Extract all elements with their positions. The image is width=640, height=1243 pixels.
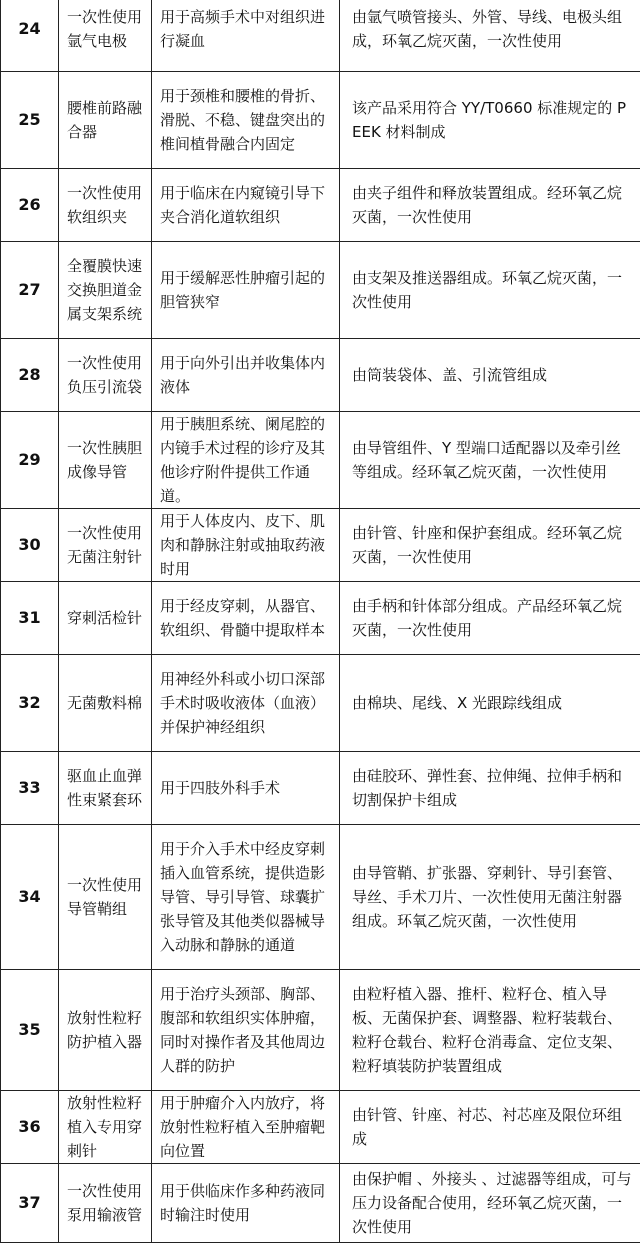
row-number: 31 — [1, 582, 59, 655]
structure-description: 由手柄和针体部分组成。产品经环氧乙烷灭菌，一次性使用 — [340, 582, 640, 655]
intended-use: 用于胰胆系统、阑尾腔的内镜手术过程的诊疗及其他诊疗附件提供工作通道。 — [152, 412, 340, 509]
product-name: 一次性使用无菌注射针 — [59, 509, 152, 582]
structure-description: 由硅胶环、弹性套、拉伸绳、拉伸手柄和切割保护卡组成 — [340, 752, 640, 825]
intended-use: 用于四肢外科手术 — [152, 752, 340, 825]
table-row — [1, 169, 640, 242]
row-number: 34 — [1, 825, 59, 970]
product-name: 一次性使用氩气电极 — [59, 0, 152, 72]
row-number: 24 — [1, 0, 59, 72]
row-number: 28 — [1, 339, 59, 412]
product-name: 一次性使用泵用输液管 — [59, 1164, 152, 1243]
product-name: 一次性使用导管鞘组 — [59, 825, 152, 970]
intended-use: 用于经皮穿刺，从器官、软组织、骨髓中提取样本 — [152, 582, 340, 655]
structure-description: 由导管鞘、扩张器、穿刺针、导引套管、导丝、手术刀片、一次性使用无菌注射器组成。环氧乙烷灭菌，一次性使用 — [340, 825, 640, 970]
structure-description: 由针管、针座和保护套组成。经环氧乙烷灭菌，一次性使用 — [340, 509, 640, 582]
product-name: 放射性粒籽防护植入器 — [59, 970, 152, 1091]
product-name: 驱血止血弹性束紧套环 — [59, 752, 152, 825]
row-number: 33 — [1, 752, 59, 825]
row-number: 37 — [1, 1164, 59, 1243]
table-row — [1, 1164, 640, 1243]
intended-use: 用于向外引出并收集体内液体 — [152, 339, 340, 412]
intended-use: 用于人体皮内、皮下、肌肉和静脉注射或抽取药液时用 — [152, 509, 340, 582]
intended-use: 用于缓解恶性肿瘤引起的胆管狭窄 — [152, 242, 340, 339]
table-row — [1, 339, 640, 412]
structure-description: 由夹子组件和释放装置组成。经环氧乙烷灭菌，一次性使用 — [340, 169, 640, 242]
product-name: 一次性胰胆成像导管 — [59, 412, 152, 509]
row-number: 27 — [1, 242, 59, 339]
structure-description: 由筒装袋体、盖、引流管组成 — [340, 339, 640, 412]
product-name: 一次性使用软组织夹 — [59, 169, 152, 242]
table-row — [1, 509, 640, 582]
product-name: 一次性使用负压引流袋 — [59, 339, 152, 412]
row-number: 25 — [1, 72, 59, 169]
table-row — [1, 752, 640, 825]
table-row — [1, 825, 640, 970]
structure-description: 该产品采用符合 YY/T0660 标准规定的 PEEK 材料制成 — [340, 72, 640, 169]
structure-description: 由氩气喷管接头、外管、导线、电极头组成，环氧乙烷灭菌，一次性使用 — [340, 0, 640, 72]
table-row — [1, 242, 640, 339]
intended-use: 用于颈椎和腰椎的骨折、滑脱、不稳、键盘突出的椎间植骨融合内固定 — [152, 72, 340, 169]
table-row — [1, 72, 640, 169]
table-row — [1, 1091, 640, 1164]
intended-use: 用于高频手术中对组织进行凝血 — [152, 0, 340, 72]
intended-use: 用于治疗头颈部、胸部、腹部和软组织实体肿瘤，同时对操作者及其他周边人群的防护 — [152, 970, 340, 1091]
product-name: 放射性粒籽植入专用穿刺针 — [59, 1091, 152, 1164]
row-number: 29 — [1, 412, 59, 509]
structure-description: 由粒籽植入器、推杆、粒籽仓、植入导板、无菌保护套、调整器、粒籽装载台、粒籽仓载台、粒籽仓消毒盒、定位支架、粒籽填装防护装置组成 — [340, 970, 640, 1091]
row-number: 26 — [1, 169, 59, 242]
table-row — [1, 582, 640, 655]
intended-use: 用于临床在内窥镜引导下夹合消化道软组织 — [152, 169, 340, 242]
structure-description: 由支架及推送器组成。环氧乙烷灭菌，一次性使用 — [340, 242, 640, 339]
intended-use: 用神经外科或小切口深部手术时吸收液体（血液）并保护神经组织 — [152, 655, 340, 752]
product-name: 全覆膜快速交换胆道金属支架系统 — [59, 242, 152, 339]
intended-use: 用于供临床作多种药液同时输注时使用 — [152, 1164, 340, 1243]
structure-description: 由保护帽 、外接头 、过滤器等组成，可与压力设备配合使用，经环氧乙烷灭菌，一次性使用 — [340, 1164, 640, 1243]
row-number: 36 — [1, 1091, 59, 1164]
table-row — [1, 970, 640, 1091]
structure-description: 由棉块、尾线、X 光跟踪线组成 — [340, 655, 640, 752]
intended-use: 用于肿瘤介入内放疗，将放射性粒籽植入至肿瘤靶向位置 — [152, 1091, 340, 1164]
table-row — [1, 655, 640, 752]
product-name: 无菌敷料棉 — [59, 655, 152, 752]
intended-use: 用于介入手术中经皮穿刺插入血管系统，提供造影导管、导引导管、球囊扩张导管及其他类似器械导入动脉和静脉的通道 — [152, 825, 340, 970]
product-name: 穿刺活检针 — [59, 582, 152, 655]
product-name: 腰椎前路融合器 — [59, 72, 152, 169]
structure-description: 由导管组件、Y 型端口适配器以及牵引丝等组成。经环氧乙烷灭菌，一次性使用 — [340, 412, 640, 509]
structure-description: 由针管、针座、衬芯、衬芯座及限位环组成 — [340, 1091, 640, 1164]
table-row — [1, 412, 640, 509]
row-number: 35 — [1, 970, 59, 1091]
row-number: 32 — [1, 655, 59, 752]
row-number: 30 — [1, 509, 59, 582]
table-row — [1, 0, 640, 72]
